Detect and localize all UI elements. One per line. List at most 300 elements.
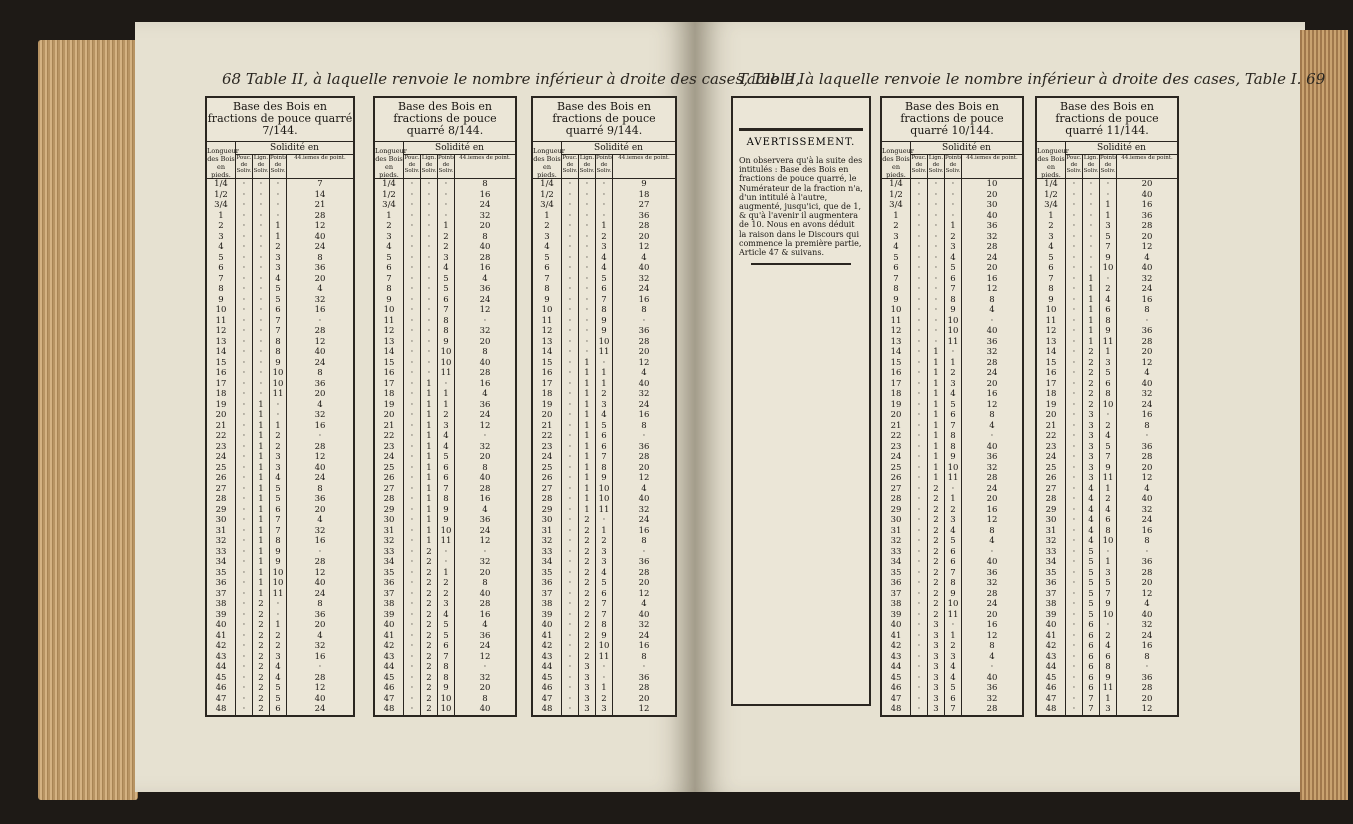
table-cell: 6	[1100, 305, 1117, 316]
table-cell: ·	[911, 337, 928, 348]
table-cell: ·	[1083, 200, 1100, 211]
table-cell: 3	[270, 652, 287, 663]
table-cell: 10	[270, 568, 287, 579]
table-cell: ·	[236, 515, 253, 526]
table-row	[882, 221, 1022, 232]
table-cell: 1	[1083, 316, 1100, 327]
table-cell: 8	[438, 673, 455, 684]
table-cell: 1	[945, 494, 962, 505]
table-row	[1037, 536, 1177, 547]
table-cell: 12	[314, 221, 326, 231]
table-cell: 2	[928, 557, 945, 568]
table-row	[533, 463, 675, 474]
table-cell: 1	[579, 421, 596, 432]
table-row	[882, 368, 1022, 379]
table-cell: 9	[1100, 673, 1117, 684]
table-cell: 1	[928, 473, 945, 484]
table-cell: 32	[1141, 273, 1153, 284]
table-cell: ·	[562, 295, 579, 306]
table-row	[882, 379, 1022, 390]
table-row	[533, 505, 675, 516]
table-row	[207, 379, 353, 390]
table-cell: ·	[911, 694, 928, 705]
table-cell: 3	[438, 253, 455, 264]
table-cell: 2	[421, 704, 438, 715]
table-cell: ·	[1083, 263, 1100, 274]
table-cell: 39	[882, 610, 911, 621]
table-cell: 6	[1100, 652, 1117, 663]
table-cell: ·	[579, 316, 596, 327]
table-cell: 4	[1083, 494, 1100, 505]
col-longueur: Longueur des Bois en pieds.	[375, 142, 404, 178]
table-row	[375, 662, 515, 673]
table-cell: 1	[596, 379, 613, 390]
table-row	[882, 673, 1022, 684]
table-row	[375, 694, 515, 705]
table-cell: ·	[253, 379, 270, 390]
table-cell: 27	[533, 484, 562, 495]
table-cell: 24	[479, 200, 491, 210]
table-row	[1037, 221, 1177, 232]
table-cell: 1	[1037, 211, 1066, 222]
table-cell: 7	[596, 610, 613, 621]
table-row	[1037, 242, 1177, 253]
table-row	[882, 316, 1022, 327]
table-cell: ·	[562, 389, 579, 400]
table-cell: 16	[533, 368, 562, 379]
table-row	[207, 463, 353, 474]
table-cell: 10	[596, 641, 613, 652]
table-cell: ·	[236, 253, 253, 264]
table-cell: 1	[1083, 326, 1100, 337]
table-cell: ·	[1066, 190, 1083, 201]
table-row	[375, 547, 515, 558]
table-cell: 12	[1141, 588, 1153, 599]
table-cell: ·	[911, 652, 928, 663]
table-cell: ·	[404, 316, 421, 327]
table-cell: 24	[638, 284, 650, 294]
table-cell: 5	[596, 274, 613, 285]
table-cell: 30	[207, 515, 236, 526]
table-cell: 1	[1083, 284, 1100, 295]
table-row	[375, 242, 515, 253]
table-row	[207, 211, 353, 222]
table-cell: 15	[882, 358, 911, 369]
table-cell: ·	[404, 494, 421, 505]
table-cell: 10	[1100, 536, 1117, 547]
table-cell: 1	[421, 389, 438, 400]
table-row	[207, 326, 353, 337]
table-cell: 47	[533, 694, 562, 705]
table-cell: 1	[421, 400, 438, 411]
table-cell: 6	[438, 463, 455, 474]
table-header	[882, 142, 1022, 179]
table-row	[533, 652, 675, 663]
table-cell: 23	[1037, 442, 1066, 453]
table-cell: 1	[945, 358, 962, 369]
table-row	[375, 337, 515, 348]
table-cell: 4	[438, 431, 455, 442]
table-cell: 3	[270, 463, 287, 474]
table-cell: 5	[438, 274, 455, 285]
table-8-144	[373, 96, 517, 717]
table-cell: ·	[404, 368, 421, 379]
col-lign: Lign. de Soliv.	[1083, 155, 1100, 178]
table-cell: 8	[1100, 662, 1117, 673]
table-cell: ·	[1066, 421, 1083, 432]
table-cell: 4	[1100, 505, 1117, 516]
table-cell: 1	[945, 221, 962, 232]
table-cell: 32	[314, 525, 326, 536]
table-cell: 10	[945, 599, 962, 610]
table-cell: ·	[1066, 631, 1083, 642]
table-cell: ·	[404, 379, 421, 390]
table-row	[207, 631, 353, 642]
table-cell: 9	[945, 305, 962, 316]
table-cell: 10	[1037, 305, 1066, 316]
table-cell: ·	[404, 620, 421, 631]
table-cell: ·	[421, 274, 438, 285]
table-cell: 1	[375, 211, 404, 222]
table-11-144	[1035, 96, 1179, 717]
table-cell: ·	[236, 305, 253, 316]
table-cell: 13	[1037, 337, 1066, 348]
table-cell: ·	[928, 295, 945, 306]
table-cell: 40	[986, 672, 998, 683]
table-row	[882, 536, 1022, 547]
table-cell: 9	[641, 179, 647, 189]
table-cell: 9	[945, 452, 962, 463]
table-cell: ·	[579, 211, 596, 222]
table-cell: ·	[911, 610, 928, 621]
table-cell: 8	[438, 316, 455, 327]
table-cell: ·	[911, 305, 928, 316]
table-cell: ·	[404, 631, 421, 642]
table-cell: ·	[404, 463, 421, 474]
table-cell: 10	[438, 694, 455, 705]
table-cell: 32	[986, 462, 998, 473]
table-cell: 16	[314, 305, 326, 315]
table-cell: ·	[1145, 546, 1149, 557]
table-row	[207, 484, 353, 495]
table-cell: 16	[882, 368, 911, 379]
table-cell: 2	[421, 683, 438, 694]
table-cell: 14	[533, 347, 562, 358]
table-cell: 2	[421, 662, 438, 673]
table-cell: 11	[1100, 337, 1117, 348]
table-cell: 42	[882, 641, 911, 652]
table-cell: 3	[579, 704, 596, 715]
table-cell: 30	[986, 200, 998, 210]
table-10-144	[880, 96, 1024, 717]
table-cell: 12	[638, 473, 650, 483]
table-cell: ·	[911, 673, 928, 684]
table-row	[1037, 631, 1177, 642]
table-cell: 1	[1100, 200, 1117, 211]
table-cell: 4	[1083, 526, 1100, 537]
table-cell: 2	[1100, 284, 1117, 295]
table-cell: 40	[1141, 494, 1153, 504]
table-cell: 30	[882, 515, 911, 526]
table-cell: 6	[1083, 641, 1100, 652]
table-cell: 8	[482, 462, 488, 473]
table-cell: 4	[270, 274, 287, 285]
table-cell: 2	[928, 505, 945, 516]
table-cell: 20	[882, 410, 911, 421]
table-cell: 9	[945, 589, 962, 600]
table-cell: 39	[533, 610, 562, 621]
table-row	[207, 620, 353, 631]
table-cell: 1	[1083, 295, 1100, 306]
table-cell: 1/2	[375, 190, 404, 201]
table-cell: 5	[270, 683, 287, 694]
table-cell: 2	[596, 389, 613, 400]
table-row	[882, 421, 1022, 432]
table-cell: 3	[882, 232, 911, 243]
table-cell: 1	[253, 473, 270, 484]
table-cell: ·	[562, 211, 579, 222]
table-cell: 6	[270, 305, 287, 316]
table-cell: 1/2	[882, 190, 911, 201]
table-row	[882, 358, 1022, 369]
table-cell: 2	[1037, 221, 1066, 232]
table-cell: 5	[1100, 368, 1117, 379]
table-cell: ·	[1066, 652, 1083, 663]
table-cell: ·	[1066, 400, 1083, 411]
table-row	[533, 431, 675, 442]
table-cell: 24	[314, 242, 326, 252]
table-cell: 5	[1083, 578, 1100, 589]
table-cell: ·	[1066, 263, 1083, 274]
table-cell: ·	[642, 546, 646, 557]
table-row	[533, 484, 675, 495]
table-row	[207, 673, 353, 684]
table-cell: 8	[482, 179, 488, 189]
table-cell: 16	[1141, 410, 1153, 420]
table-row	[533, 400, 675, 411]
table-row	[375, 526, 515, 537]
table-cell: 12	[986, 399, 998, 410]
table-cell: 4	[641, 252, 647, 263]
table-cell: 14	[314, 189, 326, 200]
table-cell: ·	[236, 673, 253, 684]
table-row	[533, 673, 675, 684]
table-cell: 30	[1037, 515, 1066, 526]
table-cell: 28	[1141, 452, 1153, 462]
table-cell: 5	[882, 253, 911, 264]
table-cell: 28	[638, 683, 650, 693]
table-cell: 1	[928, 463, 945, 474]
table-cell: 6	[1083, 673, 1100, 684]
table-cell: 12	[479, 305, 491, 315]
table-cell: 2	[1083, 400, 1100, 411]
table-cell: 2	[928, 526, 945, 537]
table-cell: 2	[579, 631, 596, 642]
table-cell: ·	[421, 368, 438, 379]
table-cell: 2	[421, 578, 438, 589]
table-cell: ·	[421, 305, 438, 316]
table-cell: ·	[1083, 242, 1100, 253]
table-cell: ·	[911, 568, 928, 579]
table-cell: 32	[479, 441, 491, 452]
table-row	[1037, 347, 1177, 358]
table-cell: 28	[986, 704, 998, 714]
table-cell: 1	[928, 442, 945, 453]
table-row	[533, 631, 675, 642]
table-cell: 3	[1037, 232, 1066, 243]
table-row	[1037, 211, 1177, 222]
table-body	[375, 179, 515, 715]
table-cell: 5	[596, 421, 613, 432]
table-cell: 1	[928, 452, 945, 463]
table-row	[1037, 232, 1177, 243]
table-row	[375, 631, 515, 642]
table-cell: 20	[986, 263, 998, 273]
table-cell: 15	[207, 358, 236, 369]
table-cell: 2	[207, 221, 236, 232]
table-cell: ·	[596, 190, 613, 201]
table-row	[207, 452, 353, 463]
table-row	[375, 347, 515, 358]
table-cell: 11	[1100, 473, 1117, 484]
table-cell: ·	[562, 379, 579, 390]
table-row	[882, 631, 1022, 642]
table-cell: 11	[945, 337, 962, 348]
table-cell: 7	[270, 316, 287, 327]
table-row	[1037, 253, 1177, 264]
table-cell: 3	[579, 694, 596, 705]
table-cell: 4	[438, 442, 455, 453]
table-cell: 12	[207, 326, 236, 337]
table-row	[375, 673, 515, 684]
table-cell: 4	[945, 526, 962, 537]
table-cell: 3	[945, 515, 962, 526]
table-row	[1037, 400, 1177, 411]
table-cell: 24	[314, 473, 326, 483]
table-cell: 8	[1144, 536, 1150, 546]
table-row	[882, 347, 1022, 358]
table-row	[533, 536, 675, 547]
table-cell: ·	[928, 211, 945, 222]
table-cell: 1	[253, 578, 270, 589]
table-cell: 10	[270, 379, 287, 390]
col-lign: Lign. de Soliv.	[928, 155, 945, 178]
table-cell: 28	[1141, 567, 1153, 578]
table-cell: ·	[253, 295, 270, 306]
table-cell: ·	[911, 190, 928, 201]
table-cell: 2	[596, 694, 613, 705]
table-cell: ·	[579, 274, 596, 285]
table-cell: 4	[317, 284, 323, 294]
table-cell: ·	[1066, 547, 1083, 558]
table-cell: 28	[479, 252, 491, 263]
table-cell: 2	[253, 662, 270, 673]
table-cell: 32	[314, 641, 326, 651]
table-cell: 2	[1100, 494, 1117, 505]
table-row	[882, 242, 1022, 253]
table-cell: 45	[882, 673, 911, 684]
table-row	[533, 620, 675, 631]
table-row	[533, 578, 675, 589]
table-cell: ·	[1066, 494, 1083, 505]
table-cell: ·	[911, 536, 928, 547]
table-cell: 10	[533, 305, 562, 316]
table-row	[1037, 547, 1177, 558]
table-row	[882, 200, 1022, 211]
table-cell: 6	[533, 263, 562, 274]
table-cell: 36	[882, 578, 911, 589]
table-row	[882, 578, 1022, 589]
table-cell: 25	[207, 463, 236, 474]
table-cell: ·	[596, 662, 613, 673]
table-cell: ·	[642, 431, 646, 441]
table-row	[1037, 389, 1177, 400]
table-cell: 40	[375, 620, 404, 631]
table-cell: 32	[479, 557, 491, 567]
table-cell: ·	[236, 536, 253, 547]
table-cell: ·	[990, 546, 994, 557]
table-cell: 37	[1037, 589, 1066, 600]
table-cell: 5	[1083, 599, 1100, 610]
table-cell: ·	[404, 337, 421, 348]
table-cell: 22	[375, 431, 404, 442]
table-cell: 40	[986, 441, 998, 452]
table-cell: ·	[928, 284, 945, 295]
table-cell: 6	[438, 473, 455, 484]
table-cell: 9	[533, 295, 562, 306]
table-row	[533, 589, 675, 600]
table-row	[375, 190, 515, 201]
table-row	[533, 358, 675, 369]
table-cell: ·	[404, 473, 421, 484]
table-row	[1037, 190, 1177, 201]
table-cell: 32	[882, 536, 911, 547]
table-cell: 3	[596, 242, 613, 253]
table-cell: ·	[318, 431, 322, 441]
table-cell: 3	[1083, 463, 1100, 474]
table-cell: ·	[404, 190, 421, 201]
table-row	[533, 263, 675, 274]
table-cell: 39	[1037, 610, 1066, 621]
table-cell: ·	[404, 536, 421, 547]
avertissement-box	[731, 96, 871, 706]
table-cell: ·	[1066, 316, 1083, 327]
table-cell: 36	[479, 515, 491, 525]
table-cell: 2	[421, 557, 438, 568]
table-cell: 7	[945, 284, 962, 295]
table-cell: 43	[1037, 652, 1066, 663]
table-cell: 32	[986, 347, 998, 357]
table-cell: 15	[1037, 358, 1066, 369]
table-cell: 27	[1037, 484, 1066, 495]
table-cell: 7	[1037, 274, 1066, 285]
table-cell: 43	[533, 652, 562, 663]
table-cell: ·	[253, 190, 270, 201]
table-cell: ·	[236, 358, 253, 369]
table-row	[533, 410, 675, 421]
table-cell: ·	[253, 274, 270, 285]
table-cell: 32	[1141, 504, 1153, 515]
table-cell: 6	[945, 410, 962, 421]
table-row	[207, 316, 353, 327]
table-cell: 36	[986, 221, 998, 231]
table-cell: ·	[562, 568, 579, 579]
table-cell: 20	[638, 693, 650, 704]
table-cell: 20	[1141, 462, 1153, 473]
table-cell: 2	[928, 536, 945, 547]
table-row	[207, 599, 353, 610]
table-cell: ·	[236, 589, 253, 600]
